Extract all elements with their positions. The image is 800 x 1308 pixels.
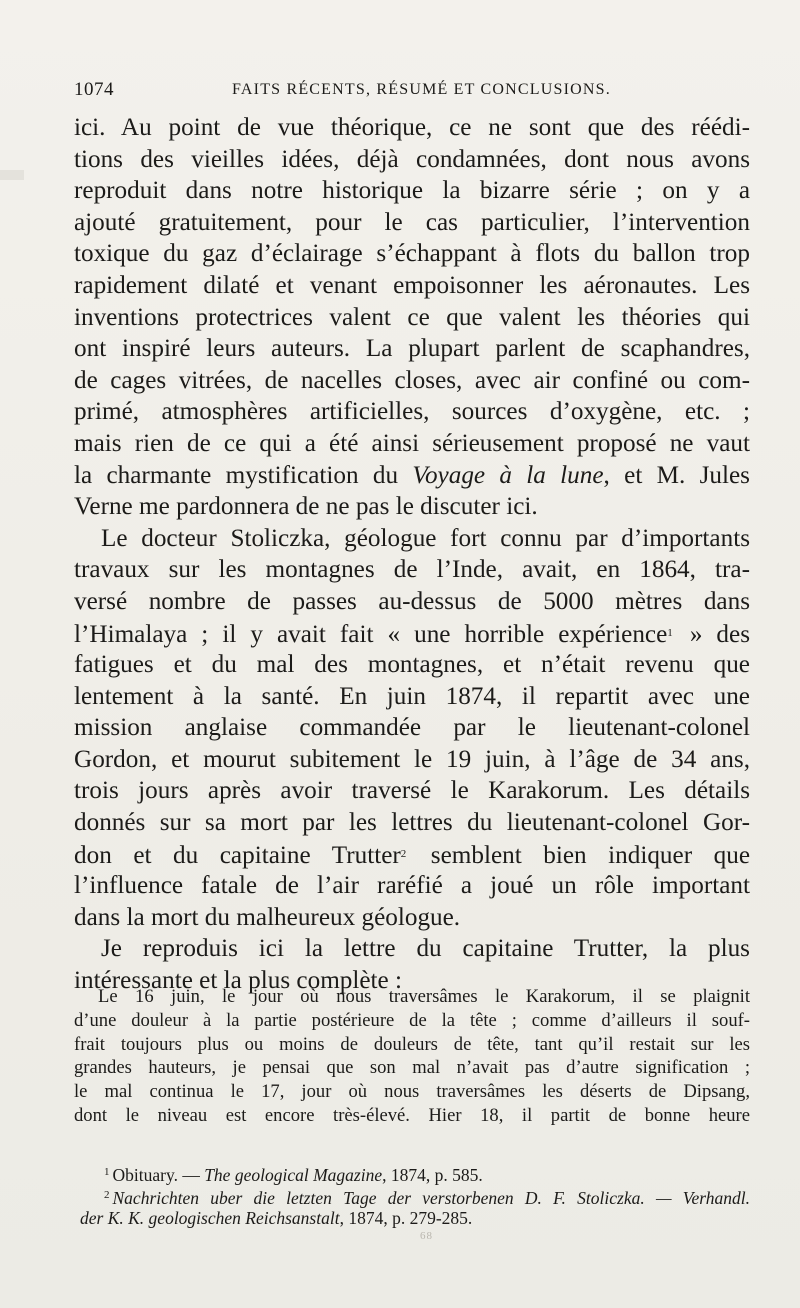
- body-line-footnote-ref: [74, 839, 750, 871]
- text-run: Obituary. —: [112, 1165, 205, 1185]
- text-run: semblent bien indiquer que: [409, 841, 750, 869]
- quote-line: le mal continua le 17, jour où nous traversâmes les déserts de Dipsang,: [74, 1081, 750, 1103]
- paragraph-end-line: intéressante et la plus complète :: [74, 967, 403, 995]
- running-head: FAITS RÉCENTS, RÉSUMÉ ET CONCLUSIONS.: [232, 81, 611, 98]
- body-line: fatigues et du mal des montagnes, et n’était revenu que: [74, 651, 750, 679]
- footnote-marker: 2: [104, 1189, 110, 1201]
- text-run: , 1874, p. 585.: [382, 1165, 483, 1185]
- body-line: l’influence fatale de l’air raréfié a joué un rôle important: [74, 872, 750, 900]
- paragraph-end-line: Verne me pardonnera de ne pas le discuter ici.: [74, 493, 538, 521]
- footnote-reference: 2: [400, 847, 407, 860]
- text-run: la charmante mystification du: [74, 461, 413, 489]
- footnote-reference: 1: [667, 626, 673, 639]
- paragraph-start-line: Je reproduis ici la lettre du capitaine Trutter, la plus: [101, 935, 750, 963]
- quote-line: d’une douleur à la partie postérieure de la tête ; comme d’ailleurs il souf-: [74, 1009, 750, 1031]
- body-text: [74, 112, 750, 997]
- footnote-marker: 1: [104, 1166, 110, 1178]
- body-line: lentement à la santé. En juin 1874, il repartit avec une: [74, 682, 750, 710]
- text-run: l’Himalaya ; il y avait fait « une horrible expérience: [74, 620, 668, 648]
- body-line: travaux sur les montagnes de l’Inde, avait, en 1864, tra-: [74, 556, 750, 584]
- body-line: donnés sur sa mort par les lettres du lieutenant-colonel Gor-: [74, 809, 750, 837]
- body-line: toxique du gaz d’éclairage s’échappant à flots du ballon trop: [74, 240, 750, 268]
- text-run: , 1874, p. 279-285.: [339, 1208, 473, 1228]
- footnote-2: [74, 1184, 750, 1207]
- body-line: mission anglaise commandée par le lieutenant-colonel: [74, 714, 750, 742]
- paragraph-start-line: Le docteur Stoliczka, géologue fort connu par d’importants: [101, 524, 750, 552]
- quote-line: grandes hauteurs, je pensai que son mal n’avait pas d’autre signification ;: [74, 1057, 750, 1079]
- body-line: ajouté gratuitement, pour le cas particulier, l’intervention: [74, 208, 750, 236]
- body-line: rapidement dilaté et venant empoisonner les aéronautes. Les: [74, 271, 750, 299]
- body-line-footnote-ref: [74, 618, 750, 650]
- body-line: mais rien de ce qui a été ainsi sérieusement proposé ne vaut: [74, 429, 750, 457]
- quote-line: dont le niveau est encore très-élevé. Hier 18, il partit de bonne heure: [74, 1104, 750, 1126]
- footnote-1: [74, 1161, 750, 1184]
- quote-line: frait toujours plus ou moins de douleurs de tête, tant qu’il restait sur les: [74, 1033, 750, 1055]
- body-line: versé nombre de passes au-dessus de 5000 mètres dans: [74, 587, 750, 615]
- paragraph-end-line: dans la mort du malheureux géologue.: [74, 903, 461, 931]
- italic-title: Nachrichten uber die letzten Tage der verstorbenen D. F. Stoliczka. — Verhandl.: [112, 1188, 750, 1208]
- text-run: , et M. Jules: [603, 461, 750, 489]
- body-line: primé, atmosphères artificielles, sources d’oxygène, etc. ;: [74, 398, 750, 426]
- body-line: reproduit dans notre historique la bizarre série ; on y a: [74, 177, 750, 205]
- body-line: tions des vieilles idées, déjà condamnées, dont nous avons: [74, 145, 750, 173]
- body-line: trois jours après avoir traversé le Karakorum. Les détails: [74, 777, 750, 805]
- text-run: » des: [675, 620, 750, 648]
- page-number: 1074: [74, 79, 114, 100]
- body-line: de cages vitrées, de nacelles closes, avec air confiné ou com-: [74, 366, 750, 394]
- quote-line: Le 16 juin, le jour où nous traversâmes le Karakorum, il se plaignit: [98, 986, 750, 1007]
- page-smudge: [0, 170, 24, 180]
- text-run: don et du capitaine Trutter: [74, 841, 401, 869]
- body-line: ici. Au point de vue théorique, ce ne sont que des réédi-: [74, 114, 750, 141]
- italic-title: der K. K. geologischen Reichsanstalt: [80, 1208, 340, 1228]
- page-header: [74, 79, 750, 109]
- body-line-italic-title: [74, 460, 750, 492]
- footnote-2-continuation: [74, 1207, 750, 1230]
- signature-mark: 68: [420, 1230, 433, 1242]
- italic-title: Voyage à la lune: [412, 461, 604, 489]
- body-line: inventions protectrices valent ce que valent les théories qui: [74, 303, 750, 331]
- body-line: ont inspiré leurs auteurs. La plupart parlent de scaphandres,: [74, 335, 750, 363]
- italic-title: The geological Magazine: [204, 1165, 383, 1185]
- footnotes: [74, 1161, 750, 1230]
- body-line: Gordon, et mourut subitement le 19 juin, à l’âge de 34 ans,: [74, 745, 750, 773]
- quoted-letter: [74, 985, 750, 1128]
